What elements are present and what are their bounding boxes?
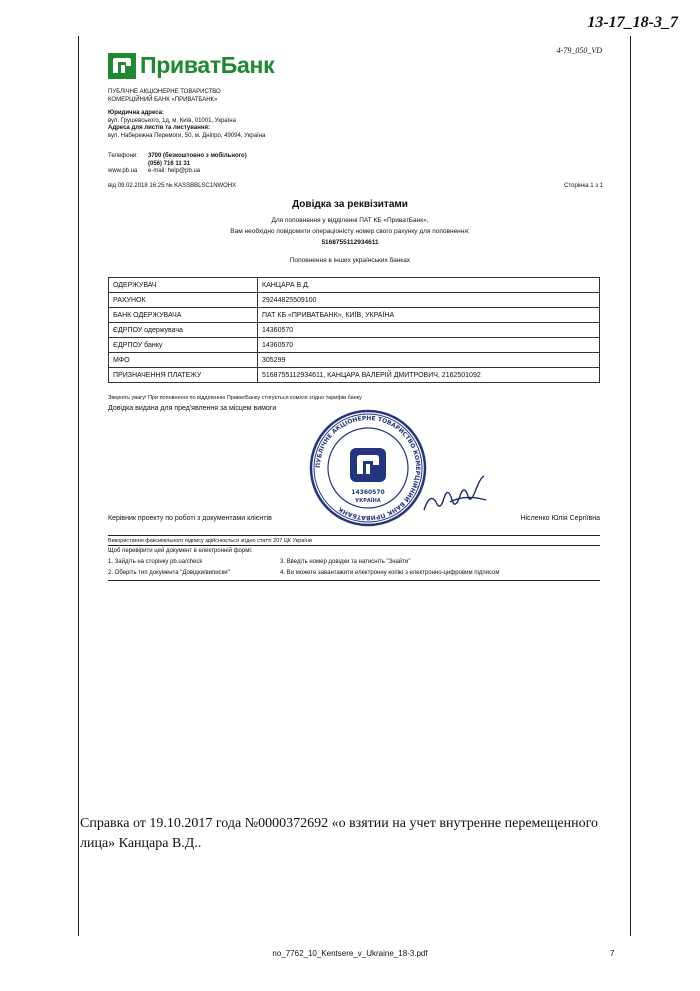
row-label: МФО: [109, 353, 258, 368]
table-row: [109, 293, 600, 308]
bank-addresses: [108, 110, 265, 140]
intro-line-1: Для поповнення у відділенні ПАТ КБ «ПриватБанк»,: [271, 217, 429, 224]
phone-1: 3700 (безкоштовно з мобільного): [148, 153, 247, 159]
page-reference: 13-17_18-3_7: [587, 14, 678, 31]
intro-line-2: Вам необхідно повідомити операціоністу номер свого рахунку для поповнення:: [230, 228, 470, 235]
table-row: [109, 323, 600, 338]
stamp-code: 14360570: [351, 489, 385, 496]
stamp-seal-icon: [308, 408, 428, 528]
divider: [108, 545, 600, 546]
signature-icon: [420, 472, 490, 517]
row-label: ПРИЗНАЧЕННЯ ПЛАТЕЖУ: [109, 368, 258, 383]
handwritten-signature: [420, 472, 490, 522]
table-row: [109, 338, 600, 353]
check-step-1: 1. Зайдіть на сторінку pb.ua/check: [108, 559, 203, 565]
divider: [108, 535, 600, 536]
bank-contacts: [108, 153, 247, 176]
row-label: ЄДРПОУ банку: [109, 338, 258, 353]
divider: [108, 580, 600, 581]
phone-2: (056) 716 11 31: [148, 160, 191, 167]
row-label: ОДЕРЖУВАЧ: [109, 278, 258, 293]
bank-legal-name: [108, 89, 221, 104]
footer-page-number: 7: [610, 949, 615, 958]
table-row: [109, 308, 600, 323]
row-label: БАНК ОДЕРЖУВАЧА: [109, 308, 258, 323]
issued-note: Довідка видана для пред'явлення за місцем вимоги: [108, 405, 277, 412]
row-value: КАНЦАРА В.Д.: [258, 278, 600, 293]
email: e-mail: help@pb.ua: [148, 168, 201, 174]
right-margin-line: [630, 36, 631, 936]
check-step-2: 2. Оберіть тип документа "Довідки/виписки": [108, 570, 230, 576]
footer-filename: no_7762_10_Kentsere_v_Ukraine_18-3.pdf: [272, 949, 428, 958]
signatory-name: Нісленко Юлія Сергіївна: [520, 515, 600, 522]
check-title: Щоб перевірити цей документ в електронній формі:: [108, 548, 253, 554]
document-reference: 4-79_050_VD: [556, 46, 602, 55]
stamp-country: УКРАЇНА: [355, 498, 381, 504]
row-value: 14360570: [258, 338, 600, 353]
table-row: [109, 368, 600, 383]
check-step-3: 3. Введіть номер довідки та натисніть "Знайти": [280, 559, 411, 565]
phone-label: Телефони:: [108, 153, 138, 159]
legal-name-line-2: КОМЕРЦІЙНИЙ БАНК «ПРИВАТБАНК»: [108, 96, 218, 103]
bank-stamp: [308, 408, 428, 533]
row-label: ЄДРПОУ одержувача: [109, 323, 258, 338]
account-number: 5168755112934611: [321, 239, 379, 246]
document-title: Довідка за реквізитами: [292, 199, 408, 210]
website: www.pb.ua: [108, 168, 138, 174]
signatory-title: Керівник проекту по роботі з документами клієнтів: [108, 515, 272, 522]
table-row: [109, 278, 600, 293]
date-number: від 09.02.2018 16:25 № KASSBBLSC1NWOHX: [108, 183, 237, 189]
facsimile-note: Використання факсимільного підпису здійснюється згідно статті 207 ЦК України: [108, 538, 312, 544]
legal-address: вул. Грушевського, 1д, м. Київ, 01001, Україна: [108, 117, 236, 124]
intro-line-3: Поповнення в інших українських банках: [289, 257, 411, 264]
postal-address-label: Адреса для листів та листування:: [108, 125, 210, 131]
check-step-4: 4. Ви можете завантажити електронну копію з електронно-цифровим підписом: [280, 570, 500, 576]
row-label: РАХУНОК: [109, 293, 258, 308]
bank-logo-text: ПриватБанк: [140, 52, 275, 78]
row-value: 14360570: [258, 323, 600, 338]
row-value: 5168755112934611, КАНЦАРА ВАЛЕРІЙ ДМИТРОВИЧ, 2162501092: [258, 368, 600, 383]
stamp-ring-text: ПУБЛІЧНЕ АКЦІОНЕРНЕ ТОВАРИСТВО КОМЕРЦІЙНИЙ БАНК ПРИВАТБАНК: [314, 414, 422, 522]
row-value: 29244825509100: [258, 293, 600, 308]
postal-address: вул. Набережна Перемоги, 50, м. Дніпро, 49094, Україна: [108, 132, 266, 139]
legal-name-line-1: ПУБЛІЧНЕ АКЦІОНЕРНЕ ТОВАРИСТВО: [108, 89, 221, 95]
requisites-table: [108, 277, 600, 383]
page-info: Сторінка 1 з 1: [564, 183, 603, 189]
document-ref-line: [108, 183, 603, 189]
left-margin-line: [78, 36, 79, 936]
commission-warning: Зверніть увагу! При поповненні по відділенню ПриватБанку стягується комісія згідно тарифів банку: [108, 395, 362, 401]
table-row: [109, 353, 600, 368]
privatbank-logo-icon: [108, 53, 136, 79]
legal-address-label: Юридична адреса:: [108, 110, 164, 116]
row-value: 305299: [258, 353, 600, 368]
row-value: ПАТ КБ «ПРИВАТБАНК», КИЇВ, УКРАЇНА: [258, 308, 600, 323]
bank-logo: [108, 52, 274, 79]
document-caption: Справка от 19.10.2017 года №0000372692 «о взятии на учет внутренне перемещенного лица» Канцара В.Д..: [80, 816, 599, 851]
